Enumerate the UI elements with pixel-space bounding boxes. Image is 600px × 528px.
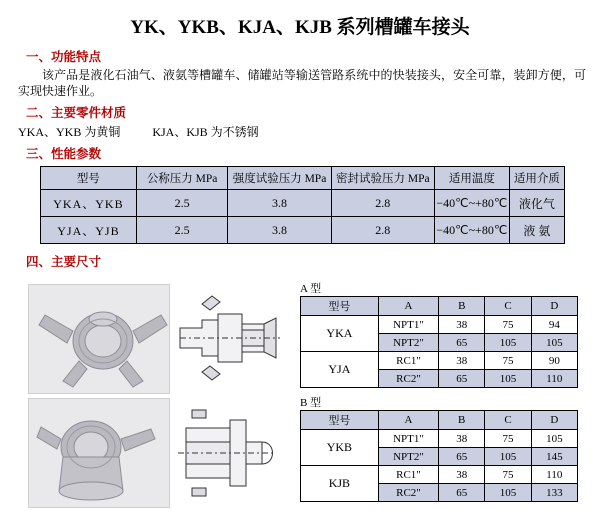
table-row <box>301 466 578 484</box>
perf-r0-c5: 液化气 <box>509 190 564 217</box>
perf-r1-c1: 2.5 <box>136 217 228 244</box>
perf-r1-c5: 液 氨 <box>509 217 564 244</box>
perf-r0-c0: YKA、YKB <box>41 190 137 217</box>
perf-r1-c2: 3.8 <box>228 217 331 244</box>
table-row <box>301 430 578 448</box>
perf-r0-c2: 3.8 <box>228 190 331 217</box>
coupling-drawing-b <box>172 398 287 506</box>
b-r2-c3: 75 <box>485 466 531 484</box>
perf-col-3: 密封试验压力 MPa <box>331 167 434 190</box>
section-heading-performance: 三、性能参数 <box>26 147 102 161</box>
b-col-1: A <box>378 411 438 430</box>
perf-col-2: 强度试验压力 MPa <box>228 167 331 190</box>
a-r1-c4: 105 <box>531 334 577 352</box>
perf-r0-c4: −40℃~+80℃ <box>434 190 509 217</box>
b-r0-c3: 75 <box>485 430 531 448</box>
table-header-row <box>301 297 578 316</box>
a-r3-c2: 65 <box>439 370 485 388</box>
page-title: YK、YKB、KJA、KJB 系列槽罐车接头 <box>130 17 470 38</box>
b-r3-c4: 133 <box>531 484 577 502</box>
features-paragraph: 该产品是液化石油气、液氨等槽罐车、储罐站等输送管路系统中的快装接头，安全可靠，装卸方便，可实现快速作业。 <box>18 68 586 98</box>
a-r0-c3: 75 <box>485 316 531 334</box>
b-col-4: D <box>531 411 577 430</box>
document-page <box>0 12 600 528</box>
dimensions-area <box>10 276 590 516</box>
table-row <box>301 316 578 334</box>
a-group-1: YJA <box>301 352 379 388</box>
b-r3-c1: RC2" <box>378 484 438 502</box>
perf-r1-c4: −40℃~+80℃ <box>434 217 509 244</box>
type-a-table <box>300 296 578 388</box>
a-r1-c2: 65 <box>439 334 485 352</box>
b-r2-c2: 38 <box>439 466 485 484</box>
b-col-2: B <box>439 411 485 430</box>
a-r1-c3: 105 <box>485 334 531 352</box>
table-row <box>301 352 578 370</box>
type-b-label: B 型 <box>300 397 322 409</box>
section-heading-features: 一、功能特点 <box>26 50 102 64</box>
b-r1-c2: 65 <box>439 448 485 466</box>
a-col-4: D <box>531 297 577 316</box>
a-r3-c1: RC2" <box>378 370 438 388</box>
b-r3-c3: 105 <box>485 484 531 502</box>
table-header-row <box>301 411 578 430</box>
perf-r1-c0: YJA、YJB <box>41 217 137 244</box>
coupling-drawing-a <box>172 284 287 392</box>
b-r1-c1: NPT2" <box>378 448 438 466</box>
coupling-photo-b <box>28 398 170 508</box>
section-heading-materials: 二、主要零件材质 <box>26 106 127 120</box>
a-r2-c4: 90 <box>531 352 577 370</box>
a-r3-c4: 110 <box>531 370 577 388</box>
a-r2-c3: 75 <box>485 352 531 370</box>
b-r0-c1: NPT1" <box>378 430 438 448</box>
b-r3-c2: 65 <box>439 484 485 502</box>
coupling-photo-a <box>28 284 170 394</box>
a-r1-c1: NPT2" <box>378 334 438 352</box>
a-r3-c3: 105 <box>485 370 531 388</box>
perf-col-5: 适用介质 <box>509 167 564 190</box>
section-heading-dimensions: 四、主要尺寸 <box>26 255 102 269</box>
b-col-0: 型号 <box>301 411 379 430</box>
perf-col-0: 型号 <box>41 167 137 190</box>
perf-col-4: 适用温度 <box>434 167 509 190</box>
table-row <box>41 190 565 217</box>
a-col-1: A <box>378 297 438 316</box>
materials-right: KJA、KJB 为不锈钢 <box>152 125 259 139</box>
b-group-0: YKB <box>301 430 379 466</box>
a-r2-c1: RC1" <box>378 352 438 370</box>
b-group-1: KJB <box>301 466 379 502</box>
b-col-3: C <box>485 411 531 430</box>
a-col-2: B <box>439 297 485 316</box>
performance-table-wrap <box>40 166 590 244</box>
a-col-0: 型号 <box>301 297 379 316</box>
perf-r1-c3: 2.8 <box>331 217 434 244</box>
perf-col-1: 公称压力 MPa <box>136 167 228 190</box>
a-r0-c4: 94 <box>531 316 577 334</box>
b-r0-c4: 105 <box>531 430 577 448</box>
b-r2-c4: 110 <box>531 466 577 484</box>
a-r0-c2: 38 <box>439 316 485 334</box>
b-r2-c1: RC1" <box>378 466 438 484</box>
a-group-0: YKA <box>301 316 379 352</box>
a-r0-c1: NPT1" <box>378 316 438 334</box>
a-col-3: C <box>485 297 531 316</box>
type-a-label: A 型 <box>300 283 322 295</box>
table-header-row <box>41 167 565 190</box>
materials-left: YKA、YKB 为黄铜 <box>18 125 121 139</box>
materials-line <box>18 123 590 140</box>
b-r1-c3: 105 <box>485 448 531 466</box>
performance-table <box>40 166 565 244</box>
table-row <box>41 217 565 244</box>
b-r0-c2: 38 <box>439 430 485 448</box>
type-b-table <box>300 410 578 502</box>
a-r2-c2: 38 <box>439 352 485 370</box>
perf-r0-c3: 2.8 <box>331 190 434 217</box>
perf-r0-c1: 2.5 <box>136 190 228 217</box>
b-r1-c4: 145 <box>531 448 577 466</box>
